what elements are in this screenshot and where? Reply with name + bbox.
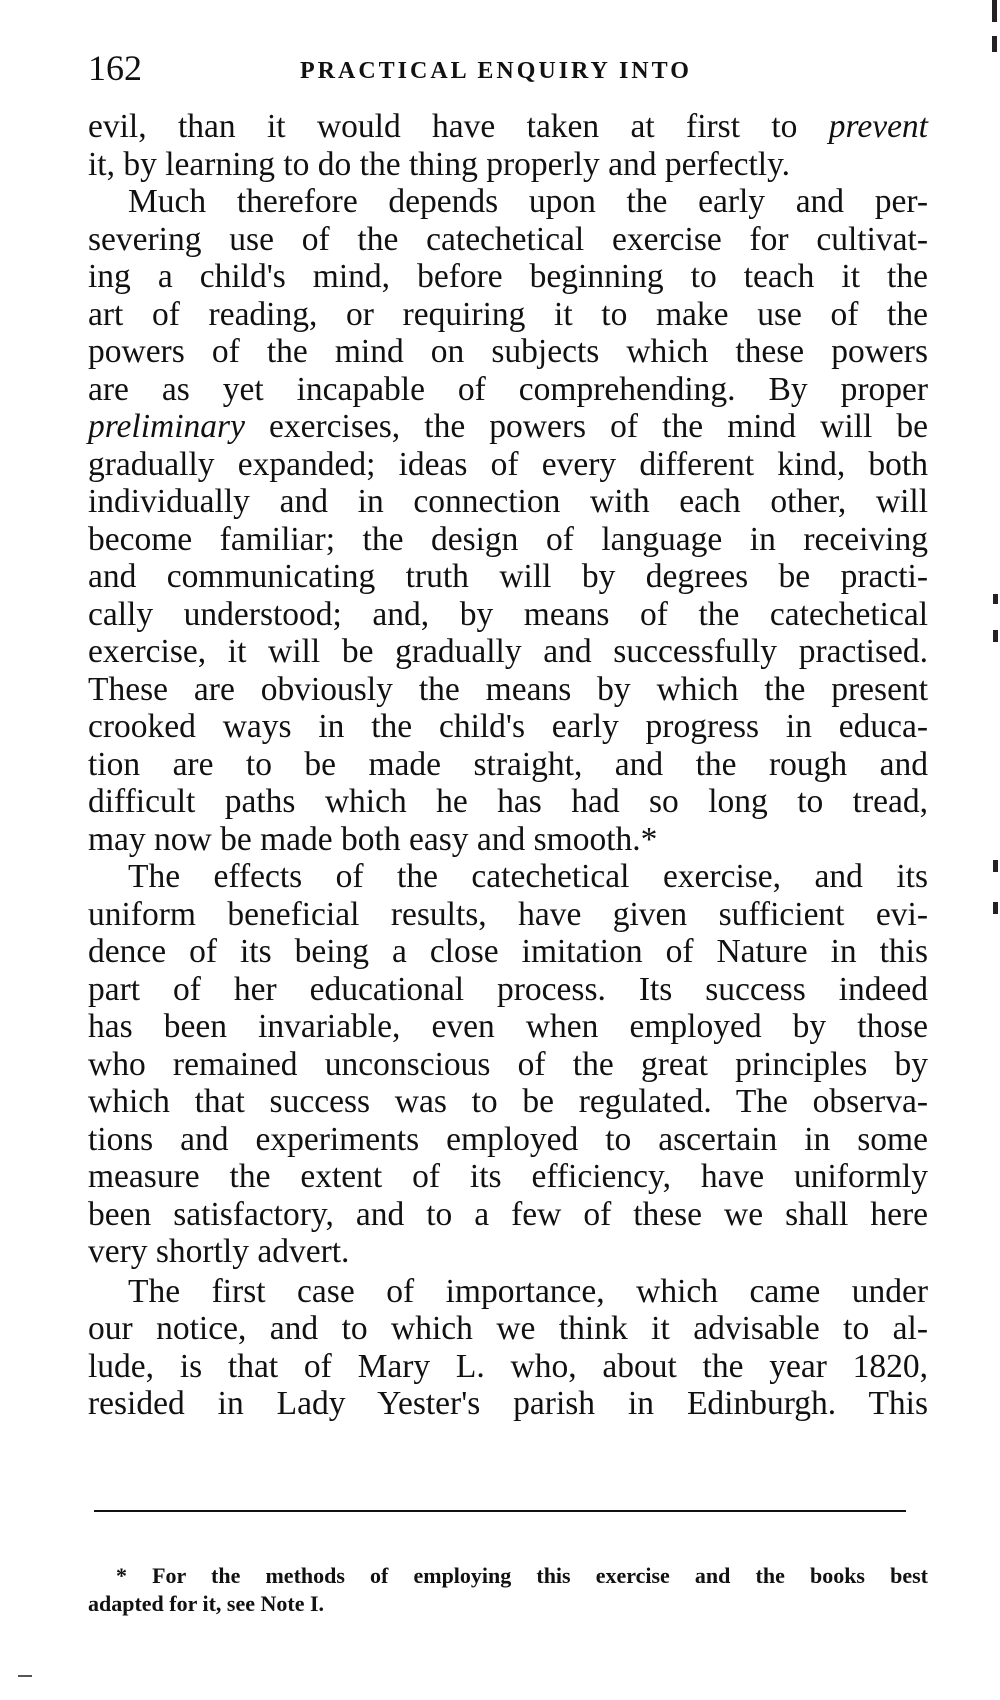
body-line: evil, than it would have taken at first to prevent [88,108,928,145]
body-line: preliminary exercises, the powers of the mind will be [88,408,928,445]
body-line: are as yet incapable of comprehending. By proper [88,370,928,408]
body-line: resided in Lady Yester's parish in Edinburgh. This [88,1385,928,1422]
body-line: individually and in connection with each other, will [88,483,928,520]
body-line: tion are to be made straight, and the rough and [88,745,928,783]
footnote-line: * For the methods of employing this exercise and the books best [116,1563,928,1588]
page-number: 162 [88,48,142,88]
body-line: The first case of importance, which came under [128,1272,928,1310]
scan-edge-mark [993,630,998,642]
body-line: dence of its being a close imitation of Nature in this [88,933,928,970]
body-text [88,108,928,1423]
body-line: These are obviously the means by which the present [88,670,928,708]
footnote [88,1562,928,1618]
body-line: crooked ways in the child's early progress in educa- [88,708,928,745]
body-line: very shortly advert. [88,1233,350,1270]
scan-edge-mark [992,0,997,22]
body-line: become familiar; the design of language in receiving [88,520,928,558]
body-line: it, by learning to do the thing properly and perfectly. [88,145,791,183]
emphasis-preliminary: preliminary [88,408,245,445]
emphasis-prevent: prevent [828,108,928,145]
body-line: and communicating truth will by degrees be practi- [88,558,928,595]
body-line: lude, is that of Mary L. who, about the year 1820, [88,1347,928,1385]
body-line: has been invariable, even when employed by those [88,1008,928,1045]
scan-edge-mark [993,902,998,914]
body-line: severing use of the catechetical exercise for cultivat- [88,220,928,258]
body-line: which that success was to be regulated. The observa- [88,1083,928,1120]
body-line: The effects of the catechetical exercise, and its [128,858,928,895]
scan-edge-dash [18,1675,32,1677]
body-line: who remained unconscious of the great principles by [88,1045,928,1083]
running-head: PRACTICAL ENQUIRY INTO [300,58,692,84]
body-line: exercise, it will be gradually and successfully practised. [88,633,928,670]
body-line: measure the extent of its efficiency, have uniformly [88,1158,928,1195]
scan-edge-mark [993,860,998,872]
body-line: may now be made both easy and smooth.* [88,820,658,858]
body-line: difficult paths which he has had so long to tread, [88,783,928,820]
body-line: art of reading, or requiring it to make use of the [88,295,928,333]
footnote-rule [94,1510,906,1512]
body-line: part of her educational process. Its success indeed [88,970,928,1008]
body-line: uniform beneficial results, have given sufficient evi- [88,895,928,933]
scan-edge-mark [993,594,998,604]
body-line: cally understood; and, by means of the catechetical [88,595,928,633]
body-line: Much therefore depends upon the early and per- [128,183,928,220]
body-line: ing a child's mind, before beginning to teach it the [88,258,928,295]
body-line: powers of the mind on subjects which these powers [88,333,928,370]
scan-edge-mark [992,36,997,52]
body-line: our notice, and to which we think it advisable to al- [88,1310,928,1347]
footnote-line: adapted for it, see Note I. [88,1591,325,1616]
body-line: been satisfactory, and to a few of these we shall here [88,1195,928,1233]
body-line: gradually expanded; ideas of every different kind, both [88,445,928,483]
body-line: tions and experiments employed to ascertain in some [88,1120,928,1158]
